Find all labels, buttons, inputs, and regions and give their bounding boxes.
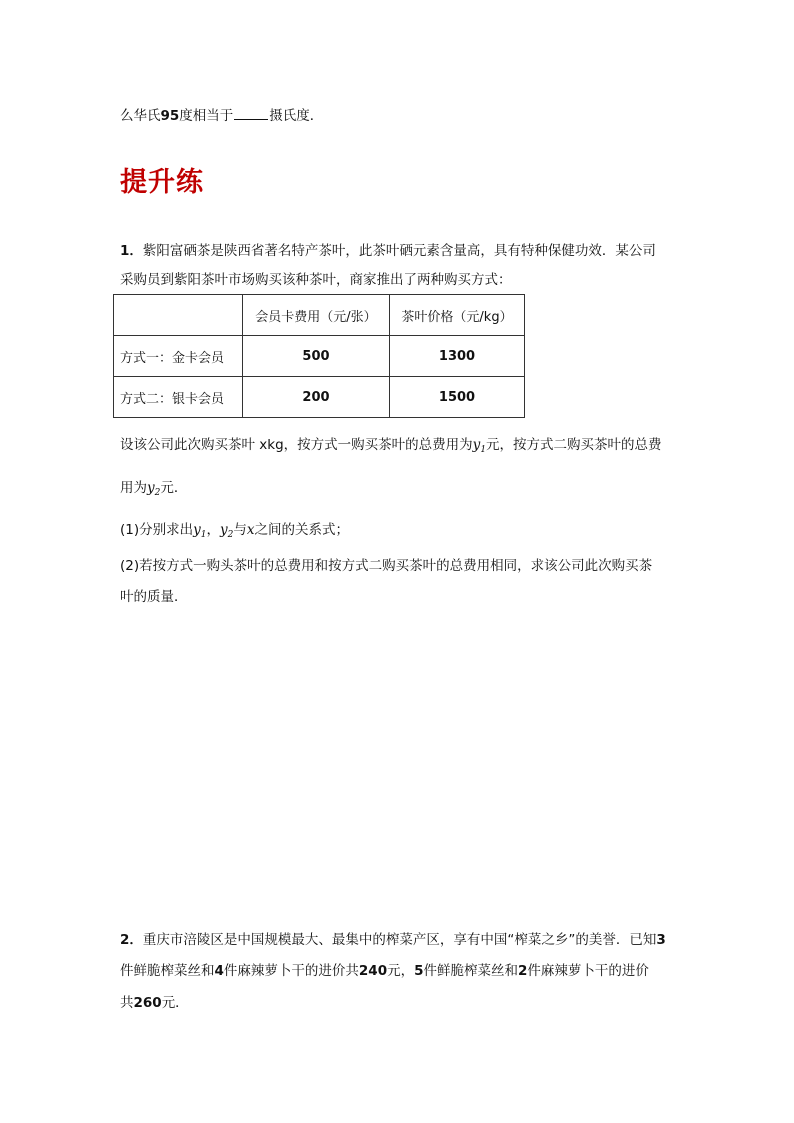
q1-part-2-line-2 bbox=[120, 585, 188, 605]
q1-part-1 bbox=[120, 518, 349, 540]
q1-setup-line-1 bbox=[120, 433, 662, 455]
q1-part2-text-1: (2)若按方式一购头茶叶的总费用和按方式二购买茶叶的总费用相同，求该公司此次购买茶 bbox=[120, 558, 653, 574]
table-header-cell: 茶叶价格（元/kg） bbox=[390, 295, 525, 336]
q2-line-2 bbox=[120, 959, 649, 979]
table-row-label: 方式二：银卡会员 bbox=[114, 377, 243, 418]
var-y2 bbox=[220, 522, 233, 538]
q1-setup-text-a: 设该公司此次购买茶叶 xkg，按方式一购买茶叶的总费用为 bbox=[120, 437, 473, 453]
intro-line bbox=[120, 104, 323, 124]
q2-number-3: 3 bbox=[656, 932, 666, 948]
q2-text-3a: 共 bbox=[120, 995, 134, 1011]
intro-text-middle: 度相当于 bbox=[179, 108, 234, 124]
q2-line-1 bbox=[120, 928, 666, 948]
table-cell-fee: 500 bbox=[243, 336, 390, 377]
q2-number: 2． bbox=[120, 932, 143, 948]
section-title: 提升练 bbox=[120, 167, 204, 198]
q2-number-240: 240 bbox=[358, 963, 388, 979]
q2-number-4: 4 bbox=[214, 963, 224, 979]
q1-setup-text-d: 元． bbox=[160, 480, 188, 496]
q1-part1-text-a: (1)分别求出 bbox=[120, 522, 194, 538]
q1-setup-text-c: 用为 bbox=[120, 480, 147, 496]
q2-line-3 bbox=[120, 991, 189, 1011]
q2-number-5: 5 bbox=[414, 963, 424, 979]
answer-blank bbox=[234, 107, 268, 120]
q1-setup-line-2 bbox=[120, 476, 187, 498]
var-y2-subscript: 2 bbox=[154, 488, 161, 498]
q2-text-2d: 件鲜脆榨菜丝和 bbox=[423, 963, 518, 979]
var-x: x bbox=[246, 522, 255, 538]
q2-text-2b: 件麻辣萝卜干的进价共 bbox=[223, 963, 359, 979]
q1-part1-text-b: ， bbox=[206, 522, 220, 538]
q2-text-1: 重庆市涪陵区是中国规模最大、最集中的榨菜产区，享有中国“榨菜之乡”的美誉．已知 bbox=[142, 932, 657, 948]
intro-text-before: 么华氏 bbox=[120, 108, 161, 124]
var-y2-letter: y bbox=[220, 522, 228, 538]
table-cell-price: 1300 bbox=[390, 336, 525, 377]
q1-line-1 bbox=[120, 239, 656, 259]
intro-text-after: 摄氏度． bbox=[269, 108, 324, 124]
var-y2-letter: y bbox=[147, 480, 155, 496]
q1-part-2-line-1 bbox=[120, 554, 652, 574]
table-row bbox=[114, 377, 525, 418]
q1-text-2: 采购员到紫阳茶叶市场购买该种茶叶，商家推出了两种购买方式： bbox=[120, 272, 512, 288]
var-y1-subscript: 1 bbox=[480, 445, 487, 455]
q1-line-2 bbox=[120, 268, 512, 288]
table-cell-price: 1500 bbox=[390, 377, 525, 418]
q2-text-2c: 元， bbox=[387, 963, 415, 979]
var-y1-letter: y bbox=[193, 522, 201, 538]
q1-text-1: 紫阳富硒茶是陕西省著名特产茶叶，此茶叶硒元素含量高，具有特种保健功效．某公司 bbox=[142, 243, 656, 259]
q1-part2-text-2: 叶的质量． bbox=[120, 589, 188, 605]
q2-number-260: 260 bbox=[133, 995, 162, 1011]
q2-text-2e: 件麻辣萝卜干的进价 bbox=[527, 963, 649, 979]
q1-part1-text-d: 之间的关系式； bbox=[254, 522, 349, 538]
table-header-cell bbox=[114, 295, 243, 336]
var-y2 bbox=[147, 480, 160, 496]
var-y2-subscript: 2 bbox=[227, 530, 234, 540]
var-y1-letter: y bbox=[472, 437, 481, 453]
table-row-label: 方式一：金卡会员 bbox=[114, 336, 243, 377]
var-y1-subscript: 1 bbox=[200, 530, 207, 540]
q1-part1-text-c: 与 bbox=[233, 522, 247, 538]
table-row bbox=[114, 336, 525, 377]
table-header-row bbox=[114, 295, 525, 336]
q2-text-2a: 件鲜脆榨菜丝和 bbox=[120, 963, 215, 979]
table-header-cell: 会员卡费用（元/张） bbox=[243, 295, 390, 336]
var-y1 bbox=[193, 522, 206, 538]
q1-number: 1． bbox=[120, 243, 143, 259]
intro-number: 95 bbox=[160, 108, 180, 124]
q2-text-3b: 元． bbox=[161, 995, 189, 1011]
q2-number-2: 2 bbox=[518, 963, 528, 979]
table-cell-fee: 200 bbox=[243, 377, 390, 418]
q1-setup-text-b: 元，按方式二购买茶叶的总费 bbox=[486, 437, 662, 453]
pricing-table bbox=[113, 294, 525, 418]
var-y1 bbox=[473, 437, 486, 453]
